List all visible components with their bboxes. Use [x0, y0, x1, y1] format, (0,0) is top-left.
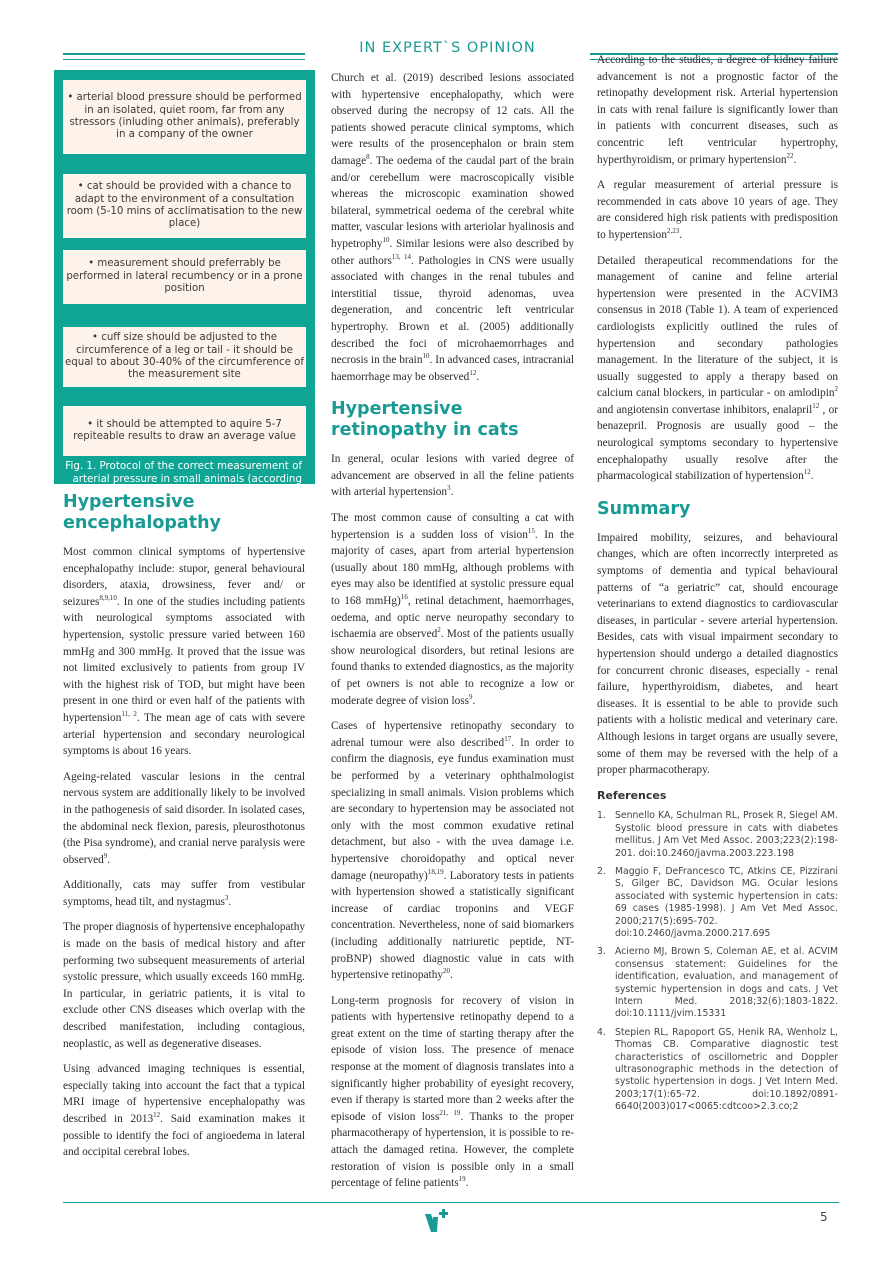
protocol-step: • cuff size should be adjusted to the circumference of a leg or tail - it should be equal to about 30-40% of the circumference of the measurement site	[63, 327, 306, 387]
protocol-step: • arterial blood pressure should be performed in an isolated, quiet room, far from any stressors (inluding other animals), preferably in a company of the owner	[63, 80, 306, 154]
heading-references: References	[597, 788, 667, 802]
paragraph: In general, ocular lesions with varied degree of advancement are observed in all the feline patients with arterial hypertension$^3$.	[331, 453, 574, 499]
paragraph: Using advanced imaging techniques is essential, especially taking into account the fact that a typical MRI image of hypertensive encephalopathy was described in 2013$^{12}$. Said examination makes it possible to identify the foci of angioedema in lateral and occipital cerebral lobes.	[63, 1063, 305, 1159]
protocol-step: • measurement should preferrably be performed in lateral recumbency or in a prone position	[63, 250, 306, 304]
protocol-step: • cat should be provided with a chance to adapt to the environment of a consultation room (5-10 mins of acclimatisation to the new place)	[63, 174, 306, 238]
vet-plus-logo-icon	[423, 1208, 453, 1234]
paragraph: Additionally, cats may suffer from vestibular symptoms, head tilt, and nystagmus$^3$.	[63, 879, 305, 908]
paragraph: Detailed therapeutical recommendations for the management of canine and feline arterial hypertension were presented in the ACVIM3 consensus in 2018 (Table 1). A team of experienced cardiologists explicitly outlined the rules of hypertension and secondary pathologies management. In the literature of the subject, it is usually suggested to apply a therapy based on calcium canal blockers, in particular - on amlodipin$^2$ and angiotensin convertase inhibitors, enalapril$^{12}$ , or benazepril. Prognosis are usually good – the neurological symptoms secondary to hypertensive encephalopathy usually resolve after the pharmacological stabilization of hypertension$^{12}$.	[597, 254, 839, 483]
paragraph: The most common cause of consulting a cat with hypertension is a sudden loss of vision$^{15}$. In the majority of cases, apart from arterial hypertension (usually about 180 mmHg, although problems with eyes may also be identified at systolic pressure equal to 168 mmHg)$^{16}$, retinal detachment, haemorrhages, oedema, and optic nerve neuropathy secondary to ischaemia are observed$^2$. Most of the patients usually show neurological disorders, but retinal lesions are found thanks to extended diagnostics, as the majority of pet owners is not able to recognize a low or moderate degree of vision loss$^9$.	[331, 512, 575, 707]
heading-retinopathy: Hypertensive retinopathy in cats	[331, 399, 519, 441]
figure-protocol	[54, 70, 315, 497]
reference-item: 2. Maggio F, DeFrancesco TC, Atkins CE, Pizzirani S, Gilger BC, Davidson MG. Ocular lesions associated with systemic hypertension in cats: 69 cases (1985-1998). J Am Vet Med Assoc. 2000;217(5):695-702. doi:10.2460/javma.2000.217.695	[597, 865, 838, 939]
paragraph: A regular measurement of arterial pressure is recommended in cats above 10 years of age. They are considered high risk patients with predisposition to hypertension$^{2,23}$.	[597, 179, 838, 241]
paragraph: Church et al. (2019) described lesions associated with hypertensive encephalopathy, which were observed during the necropsy of 12 cats. All the patients showed peracute clinical symptoms, which were results of the prosencephalon or brain stem damage$^8$. The oedema of the caudal part of the brain and/or cerebellum were macroscopically visible whereas the microscopic examination showed bilateral, symmetrical oedema of the cerebral white matter, vascular lesions with arteriolar hyalinosis and hypetrophy$^{10}$. Similar lesions were also described by other authors$^{13, 14}$. Pathologies in CNS were usually associated with changes in the renal tubules and interstitial tissue, thyroid adenomas, uvea degeneration, and concentric left ventricular hypertrophy. Brown et al. (2005) additionally described the foci of microhaemorrhages and necrosis in the brain$^{10}$. In advanced cases, intracranial haemorrhage may be observed$^{12}$.	[331, 72, 574, 383]
reference-item: 3. Acierno MJ, Brown S, Coleman AE, et al. ACVIM consensus statement: Guidelines for the identification, evaluation, and management of systemic hypertension in dogs and cats. J Vet Intern Med. 2018;32(6):1803-1822. doi:10.1111/jvim.15331	[597, 946, 838, 1020]
footer-rule	[63, 1202, 839, 1203]
references-list	[597, 810, 838, 1113]
paragraph: Most common clinical symptoms of hypertensive encephalopathy include: stupor, general behavioural disorders, ataxia, drowsiness, fever and/ or seizures$^{8,9,10}$. In one of the studies including patients with neurological symptoms associated with hypertension, systolic pressure varied between 160 mmHg and 300 mmHg. It proved that the issue was not limited exclusively to patients from group IV with the highest risk of TOD, but might have been present in one third or even half of the patients with hypertension$^{11, 2}$. The mean age of cats with severe arterial hypertension and secondary neurological symptoms is about 16 years.	[63, 546, 305, 758]
paragraph: Long-term prognosis for recovery of vision in patients with hypertensive retinopathy depend to a great extent on the time of starting therapy after the episode of vision loss. The presence of menace response at the moment of diagnosis translates into a significantly higher probability of eyesight recovery, even if therapy is started more than 2 weeks after the episode of vision loss$^{21, 19}$. Thanks to the proper pharmacotherapy of hypertension, it is possible to re-attach the damaged retina. However, the complete restoration of vision is possible only in a small percentage of feline patients$^{19}$.	[331, 994, 575, 1190]
page-number: 5	[820, 1210, 828, 1224]
protocol-step: • it should be attempted to aquire 5-7 repiteable results to draw an average value	[63, 406, 306, 456]
column-3	[597, 52, 838, 1120]
summary-paragraph: Impaired mobility, seizures, and behavioural changes, which are often incorrectly interpreted as symptoms of dementia and typical behavioural patterns of “a geriatric” cat, should encourage veterinarians to extend diagnostics to cardiovascular diseases, in particular - severe arterial hypertension. Besides, cats with visual impairment secondary to hypertension should undergo a detailed diagnostics for concurrent chronic diseases, especially - renal failure, hyperthyroidism, diabetes, and heart diseases. It is essential to be able to provide such patients with a holistic medical and veterinary care. Although lesions in target organs are usually severe, some of them may be reversed with the help of a proper pharmacotherapy.	[597, 531, 838, 777]
figure-caption: Fig. 1. Protocol of the correct measurement of arterial pressure in small animals (according to ACVIM consensus, 2018).	[65, 460, 302, 497]
heading-encephalopathy: Hypertensive encephalopathy	[63, 492, 221, 533]
reference-item: 4. Stepien RL, Rapoport GS, Henik RA, Wenholz L, Thomas CB. Comparative diagnostic test characteristics of oscillometric and Doppler ultrasonographic methods in the detection of systolic hypertension in dogs. J Vet Intern Med. 2003;17(1):65-72. doi:10.1892/0891-6640(2003)017<0065:cdtcoo>2.3.co;2	[597, 1026, 838, 1113]
paragraph: According to the studies, a degree of kidney failure advancement is not a prognostic factor of the retinopathy development risk. Arterial hypertension in cats with renal failure is significantly lower than in patients with concurrent diseases, such as concentric left ventricular hypertrophy, hyperthyroidism, or primary hypertension$^{22}$.	[597, 54, 838, 166]
column-2	[331, 70, 574, 1201]
section-title: IN EXPERT`S OPINION	[359, 40, 536, 56]
paragraph: The proper diagnosis of hypertensive encephalopathy is made on the basis of medical history and after performing two subsequent measurements of arterial systolic pressure, which usually exceeds 160 mmHg. In particular, in geriatric patients, it is vital to exclude other CNS diseases which overlap with the described manifestation, including contagious, neoplastic, as well as degenerative diseases.	[63, 921, 305, 1050]
paragraph: Cases of hypertensive retinopathy secondary to adrenal tumour were also described$^{17}$. In order to confirm the diagnosis, eye fundus examination must be performed by a veterinary ophthalmologist specializing in small animals. Vision problems which are secondary to hypertension may be associated not only with the most common exudative retinal detachment, but also - with the uvea damage i.e. hypertensive choroidopathy and optical never damage (neuropathy)$^{18,19}$. Laboratory tests in patients with hypertension showed a statistically significant increase of cardiac troponins and VEGF concentration. Nevertheless, none of said biomarkers (including additionally natriuretic peptide, NT-proBNP) showed diagnostic value in cats with hypertensive retinopathy$^{20}$.	[331, 720, 574, 982]
column-1	[63, 492, 305, 1170]
heading-summary: Summary	[597, 498, 691, 519]
header-rule-left	[63, 53, 305, 60]
reference-item: 1. Sennello KA, Schulman RL, Prosek R, Siegel AM. Systolic blood pressure in cats with diabetes mellitus. J Am Vet Med Assoc. 2003;223(2):198-201. doi:10.2460/javma.2003.223.198	[597, 810, 838, 859]
paragraph: Ageing-related vascular lesions in the central nervous system are additionally likely to be involved in the pathogenesis of said disorder. In isolated cases, the abdominal neck flexion, paresis, pleurosthotonus (the Pisa syndrome), and cranial nerve paralysis were observed$^9$.	[63, 770, 305, 866]
